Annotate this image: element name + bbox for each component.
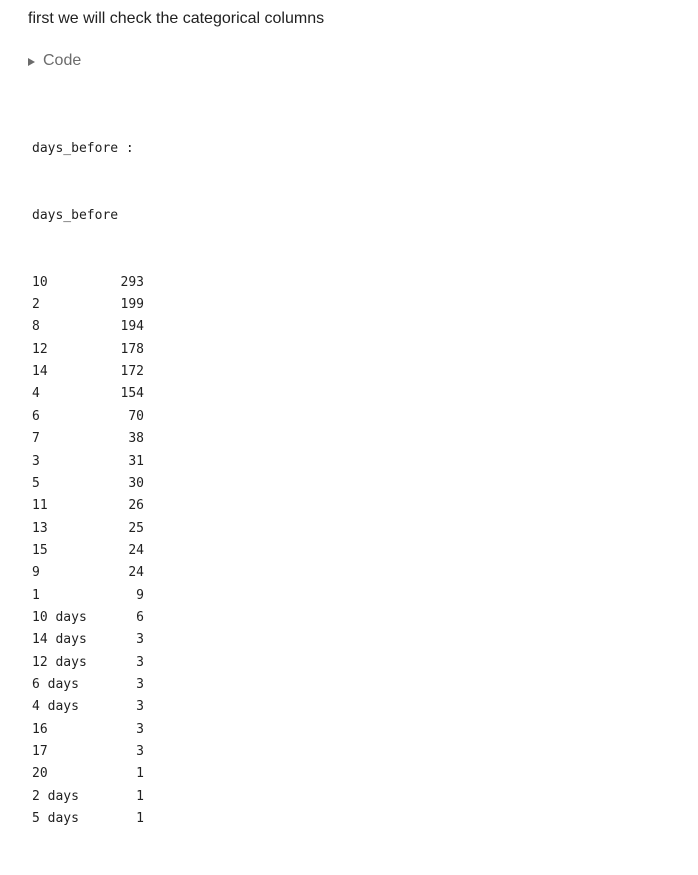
table-row [32, 406, 144, 428]
table-row [32, 696, 144, 718]
table-row [32, 272, 144, 294]
table-row [32, 719, 144, 741]
row-count: 3 [136, 743, 144, 759]
row-key: 15 [32, 542, 48, 558]
row-key: 11 [32, 498, 48, 514]
row-count: 6 [136, 609, 144, 625]
row-key: 14 [32, 364, 48, 380]
row-key: 12 [32, 341, 48, 357]
row-count: 3 [136, 654, 144, 670]
table-row [32, 741, 144, 763]
output-index-name: days_before [32, 207, 119, 223]
table-row [32, 316, 144, 338]
table-row [32, 495, 144, 517]
table-row [32, 562, 144, 584]
row-key: 14 days [32, 632, 87, 648]
row-count: 172 [120, 364, 144, 380]
row-key: 10 days [32, 609, 87, 625]
row-key: 4 days [32, 699, 79, 715]
row-key: 20 [32, 766, 48, 782]
row-count: 70 [128, 408, 144, 424]
table-row [32, 808, 144, 830]
value-counts-table [32, 272, 144, 831]
row-key: 7 [32, 431, 40, 447]
row-count: 194 [120, 319, 144, 335]
row-key: 12 days [32, 654, 87, 670]
row-count: 3 [136, 721, 144, 737]
row-count: 3 [136, 632, 144, 648]
output-header-line: days_before : [32, 140, 134, 156]
row-count: 24 [128, 542, 144, 558]
row-count: 31 [128, 453, 144, 469]
row-count: 178 [120, 341, 144, 357]
table-row [32, 674, 144, 696]
table-row [32, 473, 144, 495]
triangle-right-icon [28, 58, 35, 66]
row-count: 25 [128, 520, 144, 536]
row-count: 24 [128, 565, 144, 581]
table-row [32, 763, 144, 785]
row-key: 10 [32, 274, 48, 290]
table-row [32, 786, 144, 808]
row-key: 3 [32, 453, 40, 469]
row-count: 30 [128, 475, 144, 491]
table-row [32, 294, 144, 316]
table-row [32, 652, 144, 674]
row-count: 154 [120, 386, 144, 402]
row-key: 17 [32, 743, 48, 759]
row-key: 6 days [32, 676, 79, 692]
table-row [32, 540, 144, 562]
row-key: 2 [32, 297, 40, 313]
cell-output [32, 93, 144, 875]
row-key: 13 [32, 520, 48, 536]
code-toggle-label: Code [43, 52, 82, 69]
row-key: 5 days [32, 811, 79, 826]
row-key: 2 days [32, 788, 79, 804]
row-key: 5 [32, 475, 40, 491]
table-row [32, 361, 144, 383]
table-row [32, 607, 144, 629]
row-count: 26 [128, 498, 144, 514]
row-key: 16 [32, 721, 48, 737]
table-row [32, 518, 144, 540]
intro-text: first we will check the categorical columns [28, 10, 325, 27]
row-count: 1 [136, 788, 144, 804]
row-count: 199 [120, 297, 144, 313]
row-count: 293 [120, 274, 144, 290]
table-row [32, 451, 144, 473]
row-count: 1 [136, 766, 144, 782]
row-key: 1 [32, 587, 40, 603]
row-count: 3 [136, 676, 144, 692]
row-key: 4 [32, 386, 40, 402]
row-count: 38 [128, 431, 144, 447]
row-key: 9 [32, 565, 40, 581]
table-row [32, 339, 144, 361]
code-toggle[interactable] [28, 51, 81, 71]
row-key: 6 [32, 408, 40, 424]
table-row [32, 428, 144, 450]
row-key: 8 [32, 319, 40, 335]
row-count: 1 [136, 811, 144, 826]
table-row [32, 585, 144, 607]
table-row [32, 629, 144, 651]
table-row [32, 383, 144, 405]
row-count: 3 [136, 699, 144, 715]
row-count: 9 [136, 587, 144, 603]
